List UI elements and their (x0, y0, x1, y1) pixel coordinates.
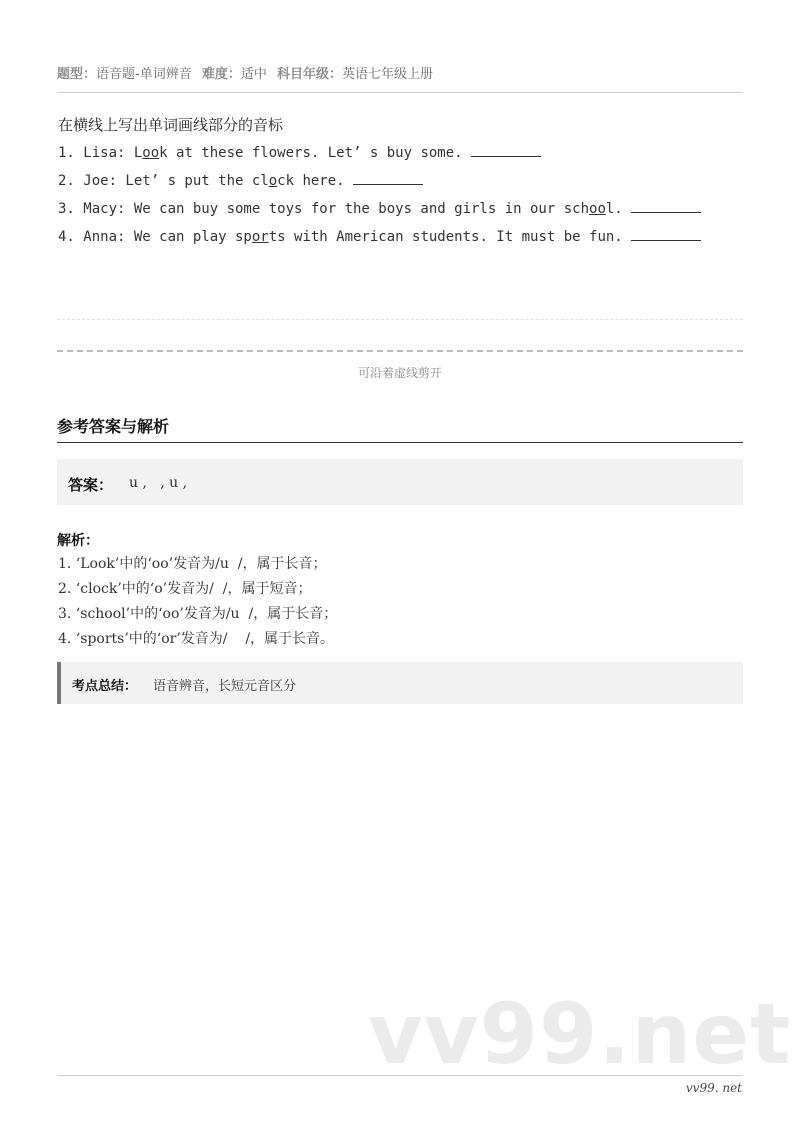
q2-underlined: o (268, 173, 278, 189)
answer-text: u , , u , (129, 475, 188, 491)
difficulty-value: 适中 (240, 67, 267, 82)
q3-pre: 3. Macy: We can buy some toys for the boys and girls in our sch (58, 201, 590, 217)
subject-value: 英语七年级上册 (342, 67, 434, 82)
subject-label: 科目年级： (277, 67, 343, 82)
q2-post: ck here. (277, 173, 354, 189)
explanation-item: 2. ‘clock’中的‘o’发音为/ /，属于短音； (58, 581, 312, 597)
question-item-4 (58, 228, 701, 245)
footer-divider (57, 1075, 743, 1076)
question-item-1 (58, 144, 541, 161)
q1-pre: 1. Lisa: L (58, 145, 143, 161)
question-instruction: 在横线上写出单词画线部分的音标 (58, 116, 284, 134)
answer-blank[interactable] (631, 200, 701, 213)
question-meta (57, 63, 439, 82)
q4-pre: 4. Anna: We can play sp (58, 229, 252, 245)
cut-dashed-line (57, 350, 743, 352)
explanation-item: 4. ‘sports’中的‘or’发音为/ /，属于长音。 (58, 631, 335, 647)
q3-post: l. (605, 201, 632, 217)
key-point-text: 语音辨音，长短元音区分 (153, 679, 297, 694)
explanation-label: 解析： (57, 533, 99, 549)
answer-blank[interactable] (353, 172, 423, 185)
type-value: 语音题-单词辨音 (96, 67, 192, 82)
footer-site: vv99. net (685, 1081, 742, 1095)
q1-post: k at these flowers. Let’ s buy some. (159, 145, 472, 161)
key-point-box (57, 662, 743, 704)
answer-section-divider (57, 442, 743, 443)
light-dashed-line (57, 319, 743, 320)
answer-section-title: 参考答案与解析 (57, 417, 170, 436)
q3-underlined: oo (589, 201, 606, 217)
answer-blank[interactable] (471, 144, 541, 157)
header-divider (57, 92, 743, 93)
answer-blank[interactable] (631, 228, 701, 241)
cut-hint: 可沿着虚线剪开 (357, 366, 442, 380)
question-item-2 (58, 172, 423, 189)
q2-pre: 2. Joe: Let’ s put the cl (58, 173, 269, 189)
explanation-item: 1. ‘Look’中的‘oo’发音为/u /，属于长音； (58, 556, 327, 572)
q4-post: ts with American students. It must be fun. (268, 229, 632, 245)
q4-underlined: or (251, 229, 269, 245)
q1-underlined: oo (142, 145, 160, 161)
answer-label: 答案： (68, 476, 114, 494)
question-item-3 (58, 200, 701, 217)
type-label: 题型： (57, 67, 97, 82)
answer-box (57, 459, 743, 505)
explanation-item: 3. ‘school’中的‘oo’发音为/u /，属于长音； (58, 606, 338, 622)
watermark: vv99.net (368, 985, 792, 1083)
difficulty-label: 难度： (201, 67, 241, 82)
key-point-label: 考点总结： (72, 679, 138, 694)
